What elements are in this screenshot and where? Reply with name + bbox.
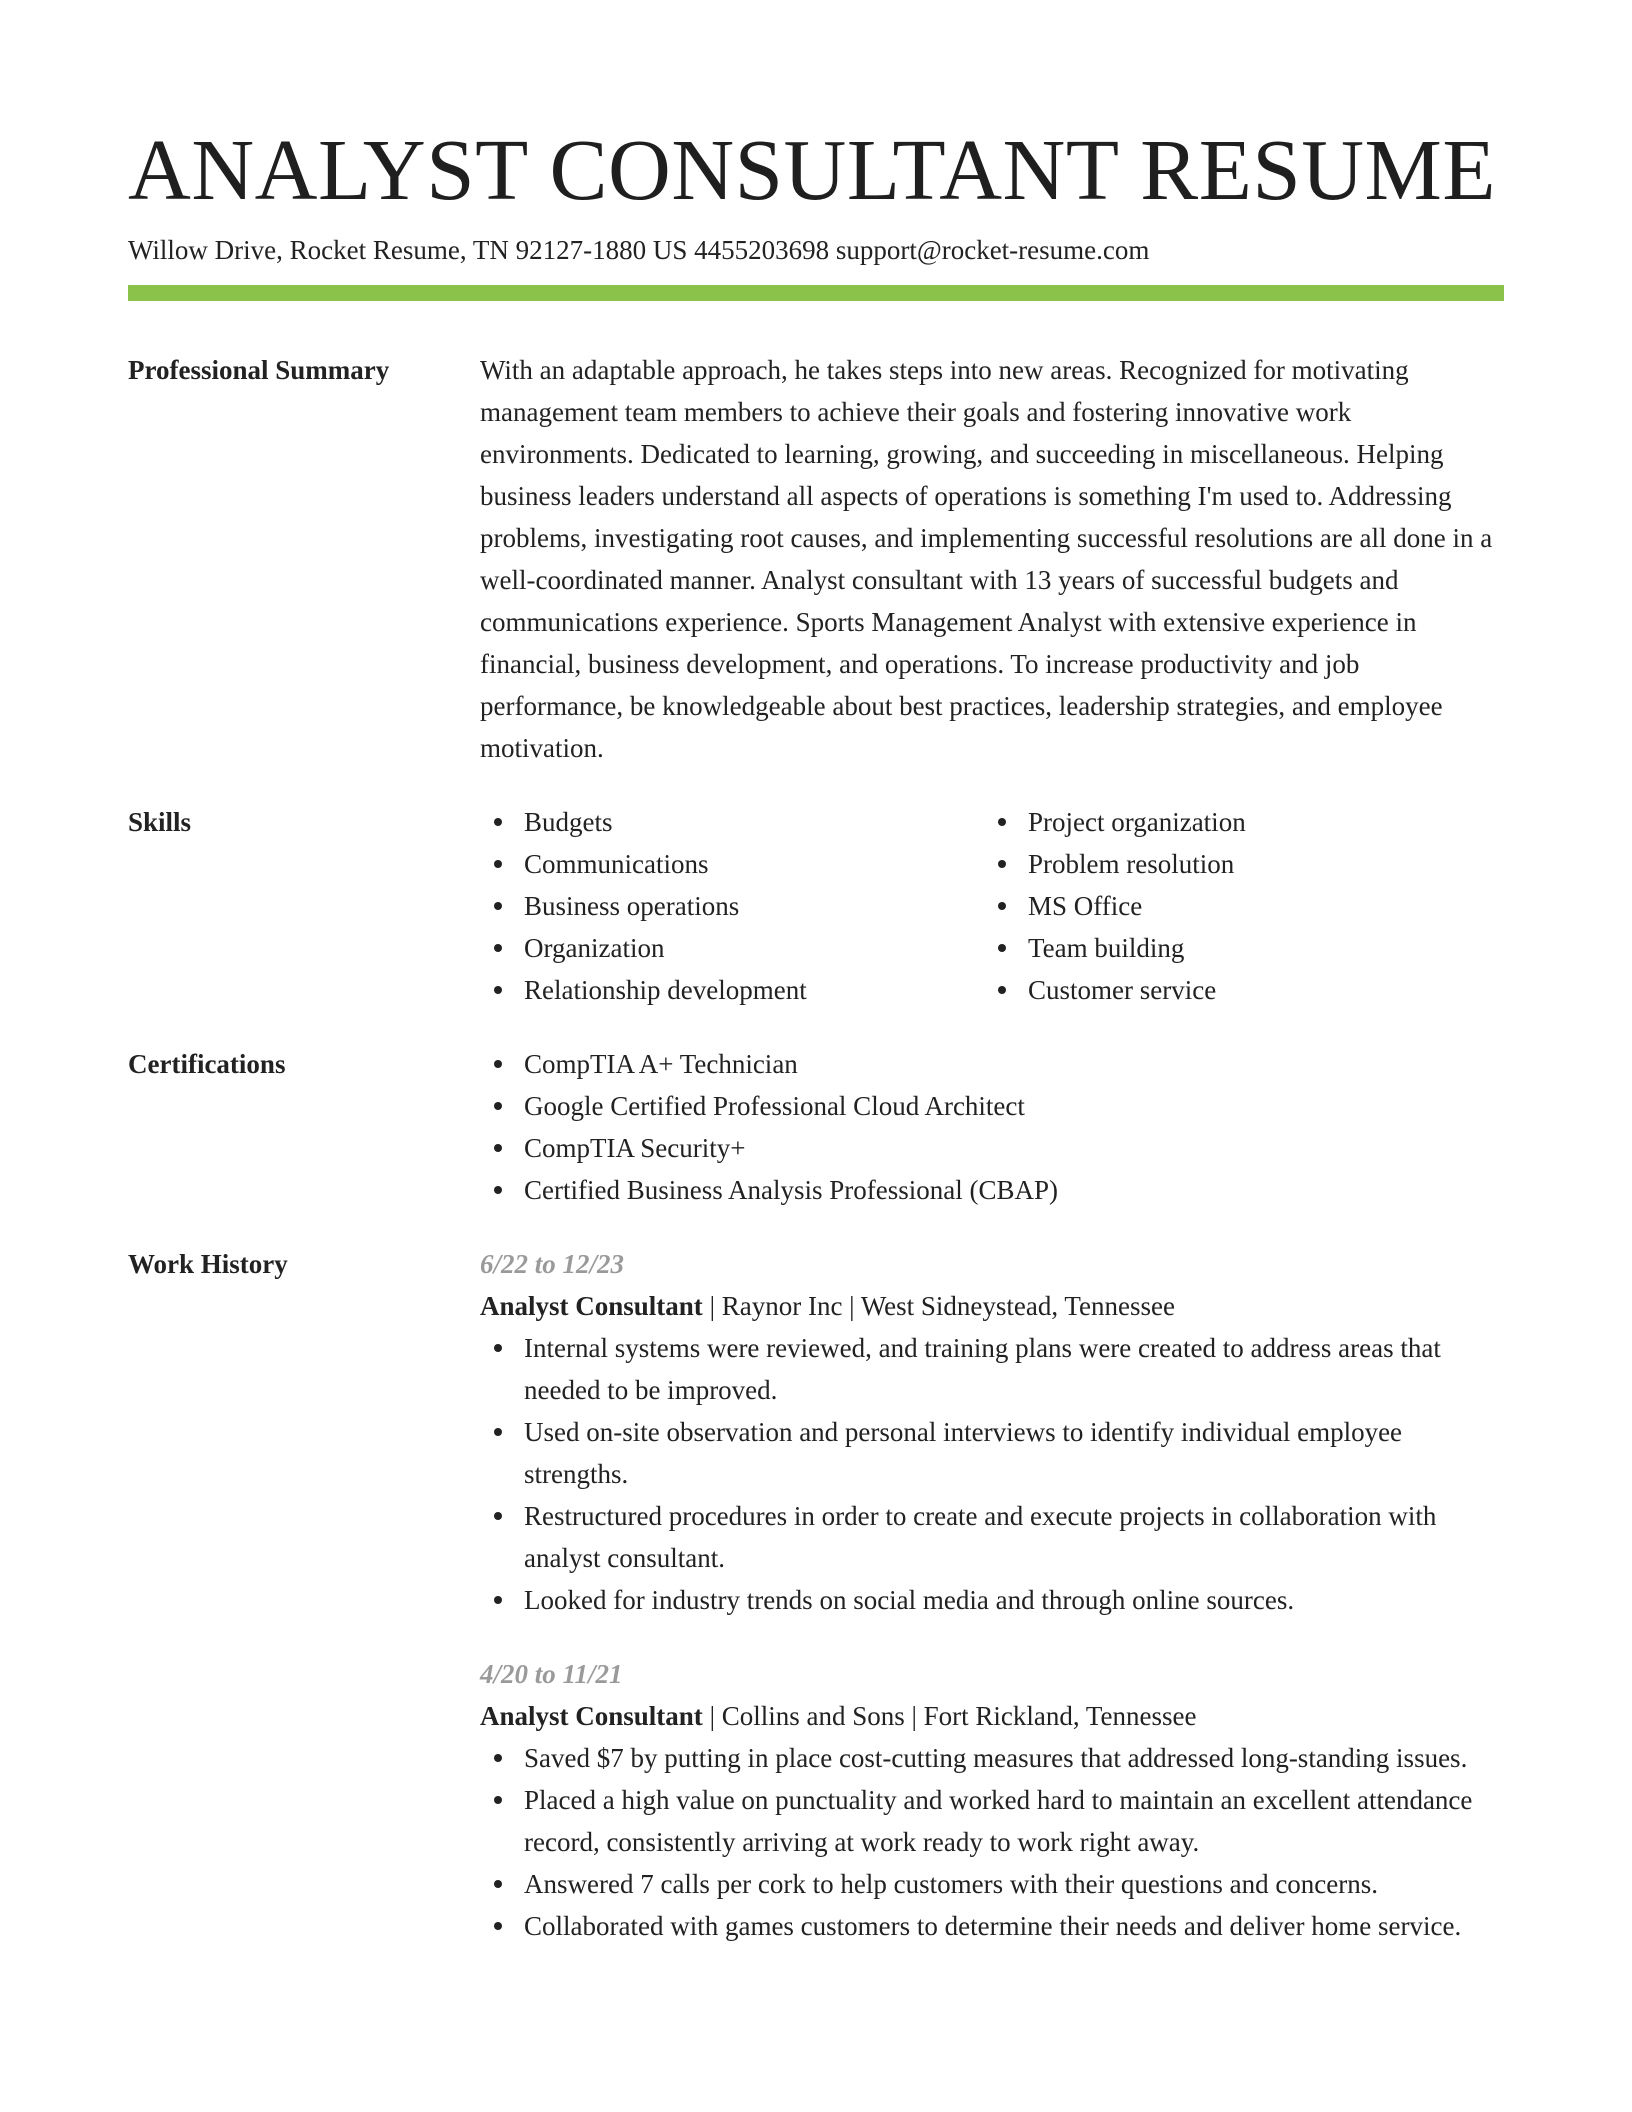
list-item: Internal systems were reviewed, and training plans were created to address areas that needed to be improved.: [524, 1327, 1504, 1411]
job-details: | Collins and Sons | Fort Rickland, Tennessee: [702, 1701, 1197, 1731]
section-label: Skills: [128, 807, 192, 837]
list-item: MS Office: [1028, 885, 1488, 927]
job-details: | Raynor Inc | West Sidneystead, Tennessee: [702, 1291, 1175, 1321]
section-label: Work History: [128, 1249, 288, 1279]
list-item: Business operations: [524, 885, 984, 927]
certifications-list: [480, 1043, 1504, 1211]
page-title: ANALYST CONSULTANT RESUME: [128, 121, 1497, 218]
list-item: Placed a high value on punctuality and worked hard to maintain an excellent attendance record, consistently arriving at work ready to work right away.: [524, 1779, 1504, 1863]
list-item: CompTIA A+ Technician: [524, 1043, 1504, 1085]
section-label: Professional Summary: [128, 355, 390, 385]
resume-page: [128, 120, 1504, 1947]
job-dates: 4/20 to 11/21: [480, 1659, 623, 1689]
list-item: Budgets: [524, 801, 984, 843]
list-item: Communications: [524, 843, 984, 885]
section-label: Certifications: [128, 1049, 286, 1079]
skills-column-right: [984, 801, 1488, 1011]
skills-list-right: [984, 801, 1488, 1011]
section-skills: [128, 801, 1504, 1011]
list-item: Project organization: [1028, 801, 1488, 843]
job-entry: [480, 1653, 1504, 1947]
job-title: Analyst Consultant: [480, 1291, 703, 1321]
list-item: Answered 7 calls per cork to help customers with their questions and concerns.: [524, 1863, 1504, 1905]
section-body: [480, 1043, 1504, 1211]
list-item: Saved $7 by putting in place cost-cutting measures that addressed long-standing issues.: [524, 1737, 1504, 1779]
list-item: Restructured procedures in order to create and execute projects in collaboration with analyst consultant.: [524, 1495, 1504, 1579]
section-body: [480, 1243, 1504, 1947]
section-professional-summary: [128, 349, 1504, 769]
job-title-line: [480, 1695, 1504, 1737]
job-bullets: [480, 1737, 1504, 1947]
contact-line: Willow Drive, Rocket Resume, TN 92127-1880 US 4455203698 support@rocket-resume.com: [128, 235, 1150, 265]
list-item: Customer service: [1028, 969, 1488, 1011]
list-item: Organization: [524, 927, 984, 969]
accent-divider: [128, 285, 1504, 301]
list-item: Certified Business Analysis Professional (CBAP): [524, 1169, 1504, 1211]
skills-grid: [480, 801, 1504, 1011]
job-bullets: [480, 1327, 1504, 1621]
list-item: Team building: [1028, 927, 1488, 969]
list-item: Looked for industry trends on social media and through online sources.: [524, 1579, 1504, 1621]
list-item: Collaborated with games customers to determine their needs and deliver home service.: [524, 1905, 1504, 1947]
skills-column-left: [480, 801, 984, 1011]
section-certifications: [128, 1043, 1504, 1211]
list-item: Used on-site observation and personal interviews to identify individual employee strengths.: [524, 1411, 1504, 1495]
job-title: Analyst Consultant: [480, 1701, 703, 1731]
list-item: Relationship development: [524, 969, 984, 1011]
list-item: Google Certified Professional Cloud Architect: [524, 1085, 1504, 1127]
job-title-line: [480, 1285, 1504, 1327]
job-entry: [480, 1243, 1504, 1621]
section-body: [480, 801, 1504, 1011]
section-work-history: [128, 1243, 1504, 1947]
list-item: Problem resolution: [1028, 843, 1488, 885]
section-body: [480, 349, 1504, 769]
skills-list-left: [480, 801, 984, 1011]
job-dates: 6/22 to 12/23: [480, 1249, 625, 1279]
list-item: CompTIA Security+: [524, 1127, 1504, 1169]
summary-text: With an adaptable approach, he takes steps into new areas. Recognized for motivating management team members to achieve their goals and fostering innovative work environments. Dedicated to learning, growing, and succeeding in miscellaneous. Helping business leaders understand all aspects of operations is something I'm used to. Addressing problems, investigating root causes, and implementing successful resolutions are all done in a well-coordinated manner. Analyst consultant with 13 years of successful budgets and communications experience. Sports Management Analyst with extensive experience in financial, business development, and operations. To increase productivity and job performance, be knowledgeable about best practices, leadership strategies, and employee motivation.: [480, 355, 1493, 763]
